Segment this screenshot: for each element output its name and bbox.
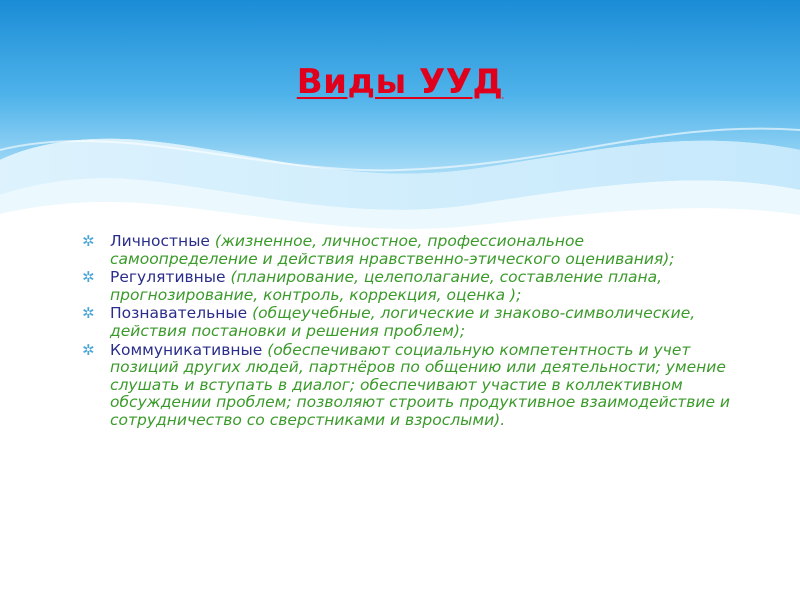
list-item	[82, 342, 732, 430]
item-description: (жизненное, личностное, профессиональное самоопределение и действия нравственно-этического оценивания);	[110, 232, 675, 268]
item-term: Регулятивные	[110, 268, 226, 287]
star-bullet-icon: ✲	[82, 232, 95, 250]
uud-types-list	[82, 233, 732, 431]
item-term: Коммуникативные	[110, 340, 263, 359]
star-bullet-icon: ✲	[82, 304, 95, 323]
list-item	[82, 305, 732, 340]
list-item	[82, 233, 732, 268]
list-item	[82, 269, 732, 304]
slide-title: Виды УУД	[296, 62, 504, 102]
item-description: (обеспечивают социальную компетентность и учет позиций других людей, партнёров по общению или деятельности; умение слушать и вступать в диалог; обеспечивают участие в коллективном обсуждении проблем; позволяют строить продуктивное взаимодействие и сотрудничество со сверстниками и взрослыми).	[110, 340, 730, 429]
item-term: Познавательные	[110, 304, 248, 323]
item-description: (планирование, целеполагание, составление плана, прогнозирование, контроль, коррекция, оценка );	[110, 268, 663, 304]
star-bullet-icon: ✲	[82, 340, 95, 359]
star-bullet-icon: ✲	[82, 268, 95, 287]
item-term: Личностные	[110, 232, 210, 250]
item-description: (общеучебные, логические и знаково-символические, действия постановки и решения проблем);	[110, 304, 696, 340]
